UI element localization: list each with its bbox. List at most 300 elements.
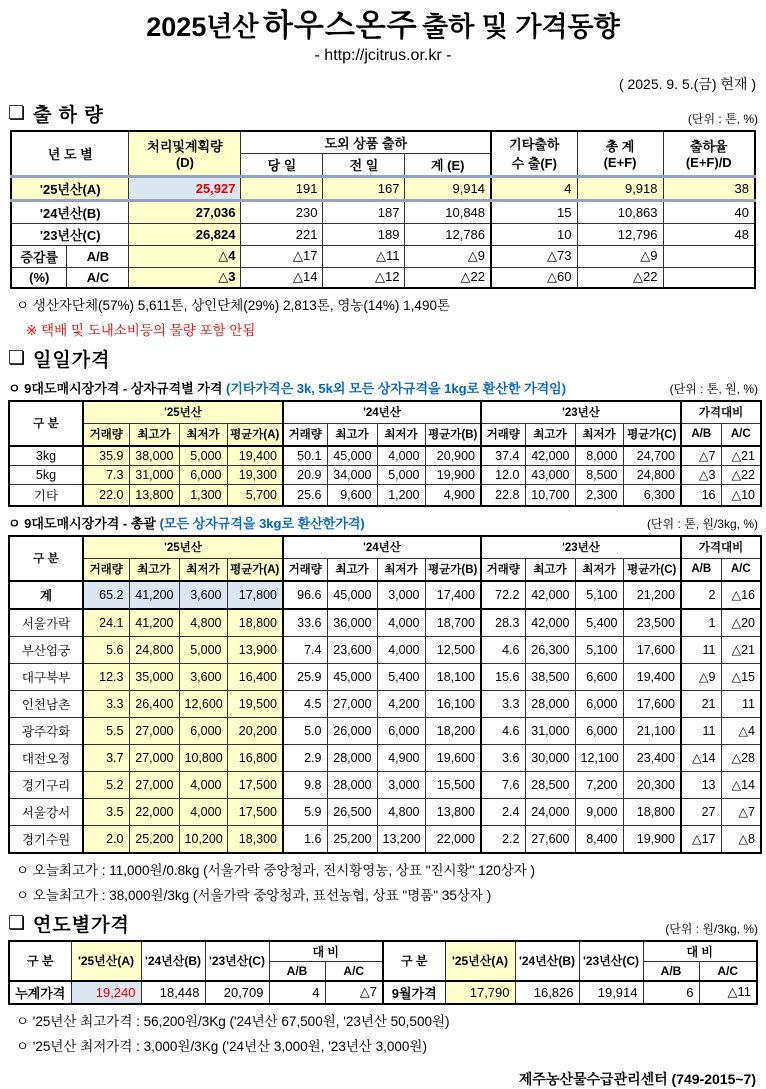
cell: 12.0: [481, 465, 525, 484]
daily-sub2-header: [8, 513, 758, 532]
row-label: 3kg: [9, 446, 83, 466]
yearly-note-1: ㅇ '25년산 최고가격 : 56,200원/3Kg ('24년산 67,500원, '23년산 50,500원): [16, 1013, 450, 1029]
table-row: [9, 581, 761, 609]
col-rate-line1: 출하율: [689, 139, 728, 155]
col-etc-line2: 수 출(F): [511, 156, 557, 172]
cell: 24,000: [525, 798, 575, 825]
cell: 10,700: [525, 484, 575, 506]
table-row: [11, 267, 755, 288]
cell: 28,000: [327, 744, 377, 771]
cell: 167: [323, 176, 405, 200]
table-row: [11, 200, 755, 223]
cell: 19,900: [425, 465, 481, 484]
cell: 3.3: [83, 690, 129, 717]
cell: 5.5: [83, 717, 129, 744]
col-high: 최고가: [327, 558, 377, 581]
cell: 38,000: [129, 446, 179, 466]
row-label: '23년산(C): [11, 223, 129, 245]
cell: 19,400: [227, 446, 283, 466]
cell: 45,000: [327, 581, 377, 609]
cell: 189: [323, 223, 405, 245]
cell: 3.5: [83, 798, 129, 825]
cell: 18,100: [425, 663, 481, 690]
cell: 19,600: [425, 744, 481, 771]
col-high: 최고가: [129, 558, 179, 581]
cell: 6,000: [575, 690, 623, 717]
cell: 4,800: [377, 798, 425, 825]
cell: 27,000: [129, 771, 179, 798]
cell: 191: [241, 176, 323, 200]
cell: 35.9: [83, 446, 129, 466]
cell: 42,000: [525, 581, 575, 609]
cell: 12,600: [179, 690, 227, 717]
cell: 22,000: [129, 798, 179, 825]
cell: 36,000: [327, 609, 377, 637]
row-label: 부산엄궁: [9, 636, 83, 663]
table-row: [9, 446, 761, 466]
cell: 17,400: [425, 581, 481, 609]
cell: 15: [491, 200, 577, 223]
cell: 24,800: [129, 636, 179, 663]
section-shipment-title: [8, 100, 104, 127]
cell: 7.3: [83, 465, 129, 484]
section-shipment-header: [8, 100, 758, 127]
col-y25: '25년산(A): [445, 941, 515, 981]
col-low: 최저가: [179, 423, 227, 446]
col-ac: A/C: [721, 423, 761, 446]
daily-note-1: ㅇ 오늘최고가 : 11,000원/0.8kg (서울가락 중앙청과, 진시황영농, 상표 "진시황" 120상자 ): [16, 862, 536, 878]
cell: 6,000: [575, 717, 623, 744]
cell: 42,000: [525, 609, 575, 637]
section-daily-title: [8, 345, 110, 372]
cell: 23,600: [327, 636, 377, 663]
table-row: [9, 558, 761, 581]
row-label: 대전오정: [9, 744, 83, 771]
cell: 20.9: [283, 465, 327, 484]
cell: 28,500: [525, 771, 575, 798]
cell: △14: [681, 744, 721, 771]
col-low: 최저가: [575, 558, 623, 581]
col-group-y23: '23년산: [481, 401, 681, 424]
cell: 31,000: [129, 465, 179, 484]
cell: 17,600: [623, 690, 681, 717]
cell: △73: [491, 245, 577, 267]
cell: 37.4: [481, 446, 525, 466]
cell: 27,600: [525, 825, 575, 853]
cell: △22: [577, 267, 663, 288]
cell: 3,600: [179, 663, 227, 690]
cell: 2.2: [481, 825, 525, 853]
cell: 10,863: [577, 200, 663, 223]
cell: 9,918: [577, 176, 663, 200]
col-y23: '23년산(C): [579, 941, 643, 981]
cell: 26,500: [327, 798, 377, 825]
cell: 2: [681, 581, 721, 609]
daily-sub1-header: [8, 378, 758, 397]
cell: 27,000: [129, 744, 179, 771]
cell: 4: [269, 981, 325, 1004]
cell: 72.2: [481, 581, 525, 609]
cell: 25.9: [283, 663, 327, 690]
cell: 5.9: [283, 798, 327, 825]
cell: 18,800: [227, 609, 283, 637]
cell: 13,800: [425, 798, 481, 825]
cell: △22: [721, 465, 761, 484]
cell: 4: [491, 176, 577, 200]
section-square-icon: ❏: [8, 102, 27, 124]
cell: 9.8: [283, 771, 327, 798]
col-gubun: 구 분: [9, 941, 71, 981]
cell: [663, 267, 755, 288]
section-daily-header: [8, 345, 758, 372]
cell: 6,000: [179, 465, 227, 484]
cell: 12,500: [425, 636, 481, 663]
cell: 21,200: [623, 581, 681, 609]
col-group-compare: 대 비: [643, 941, 757, 962]
row-label: 경기구리: [9, 771, 83, 798]
col-high: 최고가: [525, 423, 575, 446]
cell: 16: [681, 484, 721, 506]
col-total: [577, 131, 663, 177]
cell: 17,600: [623, 636, 681, 663]
cell: 5,100: [575, 636, 623, 663]
market-price-table: [8, 535, 762, 854]
cell: 30,000: [525, 744, 575, 771]
cell: 18,700: [425, 609, 481, 637]
col-avg-a: 평균가(A): [227, 423, 283, 446]
cell: △20: [721, 609, 761, 637]
cell: 42,000: [525, 446, 575, 466]
market-table-body: [9, 581, 761, 853]
col-ab: A/B: [681, 558, 721, 581]
daily-sub2-title: [8, 513, 365, 532]
cell: △10: [721, 484, 761, 506]
cell: 7,200: [575, 771, 623, 798]
cell: 28,000: [525, 690, 575, 717]
cell: 5,100: [575, 581, 623, 609]
section-yearly-label: 연도별가격: [33, 914, 130, 936]
col-group-y24: '24년산: [283, 536, 481, 559]
cell: 27,000: [327, 690, 377, 717]
col-group-compare: 가격대비: [681, 536, 761, 559]
daily-sub1-text: ㅇ 9대도매시장가격 - 상자규격별 가격: [8, 380, 223, 396]
cell: 20,200: [227, 717, 283, 744]
cell: 35,000: [129, 663, 179, 690]
yearly-unit: (단위 : 원/3kg, %): [665, 921, 758, 936]
col-group-y25: '25년산: [83, 401, 283, 424]
cell: 4,000: [377, 636, 425, 663]
box-size-price-table: [8, 400, 762, 507]
col-outside-group: 도외 상품 출하: [241, 131, 491, 154]
section-yearly-header: [8, 910, 758, 937]
row-label: 경기수원: [9, 825, 83, 853]
cell: 3,600: [179, 581, 227, 609]
cell: [663, 245, 755, 267]
col-qty: 거래량: [283, 423, 327, 446]
cell: 230: [241, 200, 323, 223]
cell: 45,000: [327, 446, 377, 466]
row-label: '24년산(B): [11, 200, 129, 223]
row-label: 누계가격: [9, 981, 71, 1004]
cell: 3.3: [481, 690, 525, 717]
cell: △9: [577, 245, 663, 267]
table-row: [9, 663, 761, 690]
yearly-note-2: ㅇ '25년산 최저가격 : 3,000원/3Kg ('24년산 3,000원, '23년산 3,000원): [16, 1038, 427, 1054]
cell: 8,000: [575, 446, 623, 466]
cell: △14: [241, 267, 323, 288]
cell: 22.8: [481, 484, 525, 506]
col-high: 최고가: [525, 558, 575, 581]
cell: 23,400: [623, 744, 681, 771]
title-rest: 출하 및 가격동향: [422, 12, 620, 42]
cell: 1.6: [283, 825, 327, 853]
col-ab: A/B: [269, 961, 325, 981]
row-label: 기타: [9, 484, 83, 506]
cell: 34,000: [327, 465, 377, 484]
row-label: 5kg: [9, 465, 83, 484]
cell: 24,800: [623, 465, 681, 484]
col-high: 최고가: [327, 423, 377, 446]
cell: △3: [681, 465, 721, 484]
cell: △22: [405, 267, 491, 288]
cell: 25,927: [129, 176, 241, 200]
yearly-price-table: [8, 940, 758, 1005]
cell: 43,000: [525, 465, 575, 484]
table-row: [9, 636, 761, 663]
cell: 38,500: [525, 663, 575, 690]
cell: 6,600: [575, 663, 623, 690]
row-label: '25년산(A): [11, 176, 129, 200]
col-gubun: 구 분: [9, 536, 83, 581]
box-size-table-head: [9, 401, 761, 446]
cell: 28,000: [327, 771, 377, 798]
col-sum-e: 계 (E): [405, 153, 491, 176]
section-square-icon: ❏: [8, 347, 27, 369]
daily-note-2: ㅇ 오늘최고가 : 38,000원/3kg (서울가락 중앙청과, 표선농협, 상표 "명품" 35상자 ): [16, 887, 492, 903]
cell: 15.6: [481, 663, 525, 690]
cell: 20,900: [425, 446, 481, 466]
cell: 6,000: [377, 717, 425, 744]
daily-sub2-note: (모든 상자규격을 3kg로 환산한가격): [159, 515, 365, 531]
cell: 15,500: [425, 771, 481, 798]
col-qty: 거래량: [83, 423, 129, 446]
col-plan-line2: (D): [175, 155, 194, 171]
cell: △9: [681, 663, 721, 690]
daily-sub1-title: [8, 378, 566, 397]
cell: 26,000: [327, 717, 377, 744]
cell: 6: [643, 981, 699, 1004]
cell: 2.4: [481, 798, 525, 825]
col-prevday: 전 일: [323, 153, 405, 176]
cell: 25.6: [283, 484, 327, 506]
section-yearly-title: [8, 910, 130, 937]
cell: 12,796: [577, 223, 663, 245]
cell: 19,240: [71, 981, 141, 1004]
daily-sub1-note: (기타가격은 3k, 5k외 모든 상자규격을 1kg로 환산한 가격임): [226, 380, 567, 396]
cell: 20,300: [623, 771, 681, 798]
cell: 19,300: [227, 465, 283, 484]
col-plan: [129, 131, 241, 177]
cell: △16: [721, 581, 761, 609]
cell: 4,900: [425, 484, 481, 506]
cell: 5,000: [377, 465, 425, 484]
cell: 26,400: [129, 690, 179, 717]
cell: △9: [405, 245, 491, 267]
col-qty: 거래량: [481, 558, 525, 581]
col-group-compare: 대 비: [269, 941, 383, 962]
row-label: 인천남촌: [9, 690, 83, 717]
col-ac: A/C: [721, 558, 761, 581]
cell: 19,500: [227, 690, 283, 717]
cell: 27,000: [129, 717, 179, 744]
row-label: 서울가락: [9, 609, 83, 637]
table-row: [11, 176, 755, 200]
cell: 9,600: [327, 484, 377, 506]
cell: 20,709: [205, 981, 269, 1004]
col-group-y25: '25년산: [83, 536, 283, 559]
cell: 1: [681, 609, 721, 637]
cell: 11: [681, 717, 721, 744]
table-row: [9, 798, 761, 825]
cell: 26,300: [525, 636, 575, 663]
cell: △4: [129, 245, 241, 267]
col-avg-c: 평균가(C): [623, 423, 681, 446]
cell: 21: [681, 690, 721, 717]
cell: 11: [681, 636, 721, 663]
cell: 33.6: [283, 609, 327, 637]
cell: 4.6: [481, 636, 525, 663]
cell: 1,300: [179, 484, 227, 506]
cell: 2.0: [83, 825, 129, 853]
row-label: 증감률: [11, 245, 67, 267]
cell: 65.2: [83, 581, 129, 609]
table-row: [9, 465, 761, 484]
cell: 25,200: [129, 825, 179, 853]
cell: 5,000: [179, 636, 227, 663]
cell: 50.1: [283, 446, 327, 466]
cell: 38: [663, 176, 755, 200]
col-high: 최고가: [129, 423, 179, 446]
table-row: [11, 131, 755, 154]
cell: 13,800: [129, 484, 179, 506]
col-group-y23: '23년산: [481, 536, 681, 559]
cell: 12.3: [83, 663, 129, 690]
cell: 4,000: [377, 446, 425, 466]
table-row: [9, 401, 761, 424]
row-label: 계: [9, 581, 83, 609]
cell: 9,000: [575, 798, 623, 825]
col-avg-b: 평균가(B): [425, 423, 481, 446]
cell: 5.0: [283, 717, 327, 744]
cell: 31,000: [525, 717, 575, 744]
col-low: 최저가: [377, 423, 425, 446]
title-year: 2025년산: [146, 12, 259, 42]
cell: 3,000: [377, 581, 425, 609]
cell: 10: [491, 223, 577, 245]
cell: 13: [681, 771, 721, 798]
title-product: 하우스온주: [262, 8, 418, 43]
cell: 48: [663, 223, 755, 245]
cell: 18,800: [623, 798, 681, 825]
shipment-unit: (단위 : 톤, %): [687, 111, 758, 126]
col-y23: '23년산(C): [205, 941, 269, 981]
table-row: [9, 690, 761, 717]
cell: △7: [325, 981, 383, 1004]
cell: 10,800: [179, 744, 227, 771]
cell: 18,200: [425, 717, 481, 744]
cell: 13,200: [377, 825, 425, 853]
cell: 9,914: [405, 176, 491, 200]
cell: △60: [491, 267, 577, 288]
col-avg-c: 평균가(C): [623, 558, 681, 581]
table-row: [9, 825, 761, 853]
cell: 2,300: [575, 484, 623, 506]
col-qty: 거래량: [481, 423, 525, 446]
cell: 4,900: [377, 744, 425, 771]
cell: 5,400: [377, 663, 425, 690]
cell: △21: [721, 446, 761, 466]
shipment-table-body: [11, 176, 755, 288]
cell: 2.9: [283, 744, 327, 771]
table-row: [9, 717, 761, 744]
row-label: 9월가격: [383, 981, 445, 1004]
cell: 8,500: [575, 465, 623, 484]
section-square-icon: ❏: [8, 912, 27, 934]
cell: 24.1: [83, 609, 129, 637]
col-low: 최저가: [179, 558, 227, 581]
cell: 23,500: [623, 609, 681, 637]
daily-sub2-unit: (단위 : 톤, 원/3kg, %): [646, 516, 758, 531]
col-low: 최저가: [575, 423, 623, 446]
cell: 17,790: [445, 981, 515, 1004]
table-row: [11, 223, 755, 245]
cell: 16,800: [227, 744, 283, 771]
cell: 7.6: [481, 771, 525, 798]
cell: 18,448: [141, 981, 205, 1004]
cell: 5.6: [83, 636, 129, 663]
cell: 11: [721, 690, 761, 717]
row-label: 대구북부: [9, 663, 83, 690]
shipment-note-2: ※ 택배 및 도내소비등의 물량 포함 안됨: [26, 322, 256, 338]
cell: 4,000: [179, 771, 227, 798]
cell: △7: [681, 446, 721, 466]
yearly-table-head: [9, 941, 757, 981]
cell: 1,200: [377, 484, 425, 506]
col-ab: A/B: [643, 961, 699, 981]
table-row: [9, 609, 761, 637]
row-label: 서울강서: [9, 798, 83, 825]
row-sublabel: A/B: [67, 245, 129, 267]
table-row: [9, 771, 761, 798]
page-title: [8, 8, 758, 44]
cell: 18,300: [227, 825, 283, 853]
col-low: 최저가: [377, 558, 425, 581]
col-total-line2: (E+F): [603, 155, 637, 171]
cell: 16,826: [515, 981, 579, 1004]
col-day: 당 일: [241, 153, 323, 176]
cell: 3.7: [83, 744, 129, 771]
cell: △8: [721, 825, 761, 853]
cell: 96.6: [283, 581, 327, 609]
section-daily-label: 일일가격: [33, 349, 111, 371]
cell: 6,300: [623, 484, 681, 506]
daily-sub1-unit: (단위 : 톤, 원, %): [669, 381, 758, 396]
cell: 6,000: [179, 717, 227, 744]
col-ac: A/C: [325, 961, 383, 981]
table-row: [9, 536, 761, 559]
cell: 10,200: [179, 825, 227, 853]
cell: 187: [323, 200, 405, 223]
